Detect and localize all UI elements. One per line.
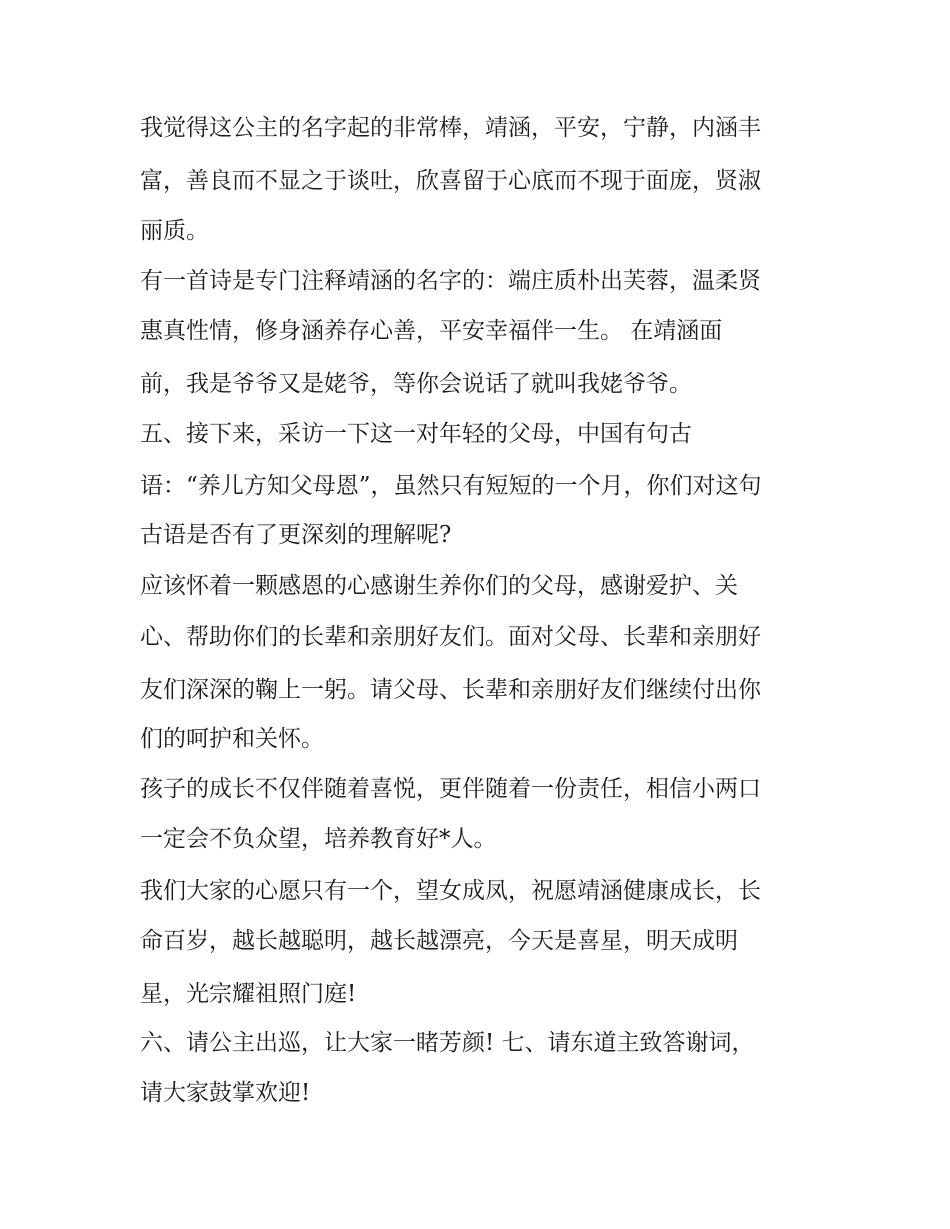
text-line: 请大家鼓掌欢迎!	[140, 1080, 311, 1106]
text-line: 一定会不负众望，培养教育好*人。	[140, 826, 497, 852]
text-line: 有一首诗是专门注释靖涵的名字的：端庄质朴出芙蓉，温柔贤	[140, 268, 761, 294]
text-line: 星，光宗耀祖照门庭!	[140, 981, 357, 1007]
text-line: 惠真性情，修身涵养存心善，平安幸福伴一生。 在靖涵面	[140, 318, 723, 344]
text-line: 五、接下来，采访一下这一对年轻的父母，中国有句古	[140, 421, 692, 447]
text-line: 命百岁，越长越聪明，越长越漂亮，今天是喜星，明天成明	[140, 928, 738, 954]
text-line: 我觉得这公主的名字起的非常棒，靖涵，平安，宁静，内涵丰	[140, 115, 761, 141]
text-line: 应该怀着一颗感恩的心感谢生养你们的父母，感谢爱护、关	[140, 573, 738, 599]
text-line: 语：“养儿方知父母恩”，虽然只有短短的一个月，你们对这句	[140, 473, 762, 499]
text-line: 丽质。	[140, 218, 209, 244]
text-line: 富，善良而不显之于谈吐，欣喜留于心底而不现于面庞，贤淑	[140, 168, 761, 194]
text-line: 古语是否有了更深刻的理解呢?	[140, 522, 452, 548]
text-line: 六、请公主出巡，让大家一睹芳颜! 七、请东道主致答谢词，	[140, 1030, 755, 1056]
text-line: 心、帮助你们的长辈和亲朋好友们。面对父母、长辈和亲朋好	[140, 624, 761, 650]
text-line: 们的呵护和关怀。	[140, 726, 324, 752]
text-line: 我们大家的心愿只有一个，望女成凤，祝愿靖涵健康成长，长	[140, 878, 761, 904]
text-line: 孩子的成长不仅伴随着喜悦，更伴随着一份责任，相信小两口	[140, 776, 761, 802]
text-line: 前，我是爷爷又是姥爷，等你会说话了就叫我姥爷爷。	[140, 371, 692, 397]
text-line: 友们深深的鞠上一躬。请父母、长辈和亲朋好友们继续付出你	[140, 677, 761, 703]
